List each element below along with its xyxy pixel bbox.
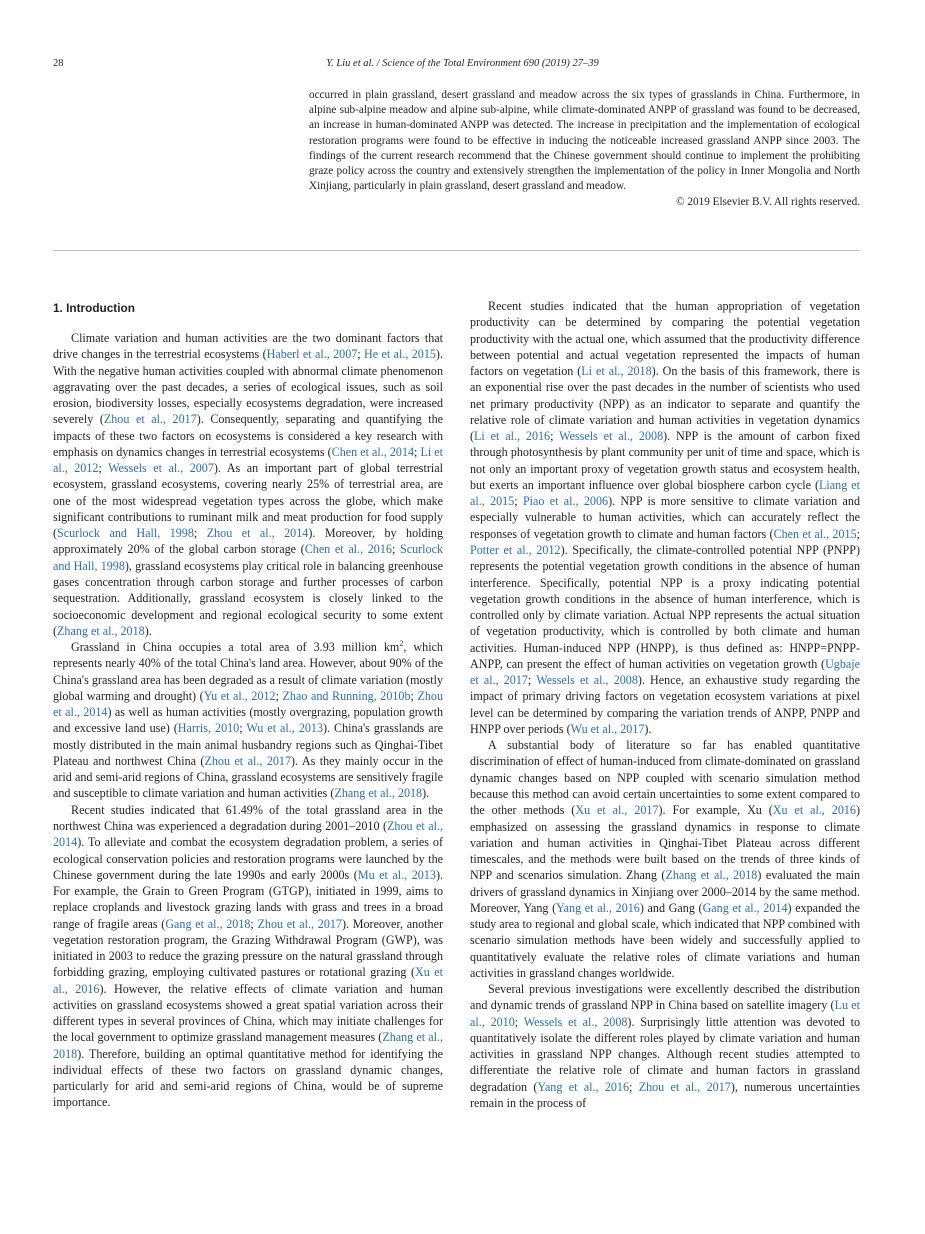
text-run: ). NPP is the amount of carbon fixed through photosynthesis by plant community per unit of time and space, which is not only an important proxy of vegetation growth status and ecosystem health, but exerts an important influence over global biosphere carbon cycle ( bbox=[470, 429, 860, 492]
text-run: ). Hence, an exhaustive study regarding the impact of primary driving factors on vegetation ecosystem variations at pixel level can be determined by comparing the variation trends of ANPP, PNPP and HNPP over periods ( bbox=[470, 673, 860, 736]
citation-link[interactable]: Li et al., 2018 bbox=[581, 364, 652, 379]
citation-link[interactable]: Zhang et al., 2018 bbox=[665, 868, 758, 883]
text-run: ; bbox=[239, 721, 247, 736]
text-run: ; bbox=[193, 526, 207, 541]
text-run: ; bbox=[98, 461, 109, 476]
text-run: ). China's grasslands are mostly distributed in the main animal husbandry regions such as Qinghai-Tibet Plateau and northwest China ( bbox=[53, 721, 443, 768]
citation-link[interactable]: Harris, 2010 bbox=[177, 721, 240, 736]
citation-link[interactable]: Li et al., 2012 bbox=[53, 444, 443, 476]
citation-link[interactable]: Wu et al., 2017 bbox=[570, 721, 645, 736]
text-run: ). However, the relative effects of climate variation and human activities on grassland ecosystems showed a great spatial variation across their different types in several provinces of China, which may initiate challenges for the local government to optimize grassland management measures ( bbox=[53, 981, 443, 1045]
citation-link[interactable]: Scurlock and Hall, 1998 bbox=[57, 526, 194, 541]
text-run: ). Consequently, separating and quantifying the impacts of these two factors on ecosystems is considered a key research with emphasis on dynamics changes in terrestrial ecosystems ( bbox=[53, 412, 443, 459]
citation-link[interactable]: Li et al., 2016 bbox=[474, 429, 551, 444]
citation-link[interactable]: Potter et al., 2012 bbox=[470, 542, 561, 557]
abstract-continuation bbox=[309, 88, 860, 211]
text-run: ), grassland ecosystems play critical role in balancing greenhouse gases concentration through carbon storage and further processes of carbon sequestration. Additionally, grassland ecosystem is closely linked to the socioeconomic development and regional ecological security to some extent ( bbox=[53, 558, 444, 638]
section-heading: 1. Introduction bbox=[53, 301, 135, 315]
running-head: Y. Liu et al. / Science of the Total Environment 690 (2019) 27–39 bbox=[326, 58, 599, 69]
text-run: ). Surprisingly little attention was devoted to quantitatively isolate the different roles played by climate variation and human activities in grassland NPP changes. Although recent studies attempted to differentiate the relative role of climate and human factors in grassland degradation ( bbox=[470, 1014, 860, 1094]
text-run: , which represents nearly 40% of the total China's land area. However, about 90% of the China's grassland area has been degraded as a result of climate variation (mostly global warming and drought) ( bbox=[53, 640, 443, 703]
citation-link[interactable]: Wessels et al., 2007 bbox=[108, 461, 214, 476]
citation-link[interactable]: Lu et al., 2010 bbox=[470, 998, 860, 1029]
copyright-notice: © 2019 Elsevier B.V. All rights reserved. bbox=[676, 196, 860, 209]
text-run: Climate variation and human activities are the two dominant factors that drive changes in the terrestrial ecosystems ( bbox=[53, 331, 443, 362]
text-run: ) emphasized on assessing the grassland dynamics in response to climate variation and human activities in Qinghai-Tibet Plateau across different timescales, and the methods were built based on the trends of three kinds of NPP and scenarios simulation. Zhang ( bbox=[470, 803, 861, 883]
text-run: ) evaluated the main drivers of grassland dynamics in Xinjiang over 2000–2014 by the same method. Moreover, Yang ( bbox=[470, 868, 861, 915]
text-run: ). As an important part of global terrestrial ecosystem, grassland ecosystems, covering nearly 25% of terrestrial area, are one of the most widespread vegetation types across the globe, which make significant contributions to ruminant milk and meat production for food supply ( bbox=[53, 461, 443, 541]
text-run: ). Moreover, another vegetation restoration program, the Grazing Withdrawal Program (GWP), was initiated in 2003 to reduce the grazing pressure on the natural grassland through forbidding grazing, employing cultivated pastures or rotational grazing ( bbox=[53, 916, 443, 980]
citation-link[interactable]: Wessels et al., 2008 bbox=[559, 429, 664, 444]
citation-link[interactable]: Gang et al., 2014 bbox=[702, 900, 788, 915]
citation-link[interactable]: Zhang et al., 2018 bbox=[334, 786, 423, 801]
text-run: ). Moreover, by holding approximately 20% of the global carbon storage ( bbox=[53, 526, 443, 557]
text-run: ) and Gang ( bbox=[639, 900, 703, 915]
text-run: Recent studies indicated that 61.49% of the total grassland area in the northwest China was experienced a degradation during 2001–2010 ( bbox=[53, 802, 443, 833]
text-run: Grassland in China occupies a total area of 3.93 million km bbox=[71, 640, 400, 655]
paragraph bbox=[53, 639, 443, 802]
right-column bbox=[470, 298, 860, 1111]
text-run: ). Therefore, building an optimal quantitative method for identifying the individual effects of these two factors on grassland dynamic changes, particularly for arid and semi-arid regions of China, would be of supreme importance. bbox=[53, 1046, 443, 1110]
text-run: ). For example, Xu ( bbox=[658, 803, 773, 818]
paragraph bbox=[470, 298, 860, 737]
text-run: ; bbox=[550, 429, 560, 444]
citation-link[interactable]: Gang et al., 2018 bbox=[165, 916, 251, 931]
citation-link[interactable]: Zhou et al., 2014 bbox=[53, 818, 443, 850]
text-run: ). On the basis of this framework, there is an exponential rise over the past decades in the number of scientists who used net primary productivity (NPP) as an indicator to separate and quantify the relative role of climate variation and human activities in vegetation dynamics ( bbox=[470, 364, 861, 444]
citation-link[interactable]: Zhou et al., 2017 bbox=[638, 1079, 731, 1094]
citation-link[interactable]: Wessels et al., 2008 bbox=[523, 1014, 628, 1029]
text-run: ; bbox=[856, 526, 860, 541]
citation-link[interactable]: Zhao and Running, 2010b bbox=[282, 688, 411, 703]
citation-link[interactable]: Zhou et al., 2014 bbox=[53, 688, 444, 720]
text-run: ; bbox=[629, 1079, 639, 1094]
text-run: ). bbox=[144, 623, 152, 638]
citation-link[interactable]: Wessels et al., 2008 bbox=[536, 673, 638, 688]
citation-link[interactable]: Zhou et al., 2014 bbox=[206, 526, 309, 541]
text-run: ). With the negative human activities coupled with abnormal climate phenomenon aggravating over the past decades, a series of ecological issues, such as soil erosion, biodiversity losses, especially ecosystems degradation, were increased severely ( bbox=[53, 347, 443, 427]
citation-link[interactable]: Yang et al., 2016 bbox=[537, 1079, 630, 1094]
text-run: ). As they mainly occur in the arid and semi-arid regions of China, grassland ecosystems are sensitively fragile and susceptible to climate variation and human activities ( bbox=[53, 753, 443, 801]
citation-link[interactable]: Yang et al., 2016 bbox=[556, 900, 640, 915]
header-divider bbox=[53, 250, 860, 251]
text-run: ) as well as human activities (mostly overgrazing, population growth and excessive land use) ( bbox=[53, 705, 443, 736]
text-run: ). NPP is more sensitive to climate variation and especially vulnerable to human activities, which can accurately reflect the responses of vegetation growth to climate and human factors ( bbox=[470, 494, 861, 541]
citation-link[interactable]: Chen et al., 2015 bbox=[773, 526, 857, 541]
citation-link[interactable]: Xu et al., 2016 bbox=[772, 803, 856, 818]
text-run: ). For example, the Grain to Green Program (GTGP), initiated in 1999, aims to replace croplands and livestock grazing lands with grass and trees in a broad range of fragile areas ( bbox=[53, 867, 443, 931]
text-run: ). Specifically, the climate-controlled potential NPP (PNPP) represents the potential vegetation growth conditions in the absence of human interference. Specifically, potential NPP is a proxy indicating potential vegetation growth conditions in the absence of human interference, which is controlled only by climate variation. Actual NPP represents the actual situation of vegetation productivity, which is controlled by both climate and human activities. Human-induced NPP (HNPP), is thus defined as: HNPP=PNPP-ANPP, can present the effect of human activities on vegetation growth ( bbox=[470, 542, 860, 671]
text-run: ), numerous uncertainties remain in the process of bbox=[470, 1079, 860, 1111]
abstract-text: occurred in plain grassland, desert grassland and meadow across the six types of grasslands in China. Furthermore, in alpine sub-alpine meadow and alpine sub-alpine, while climate-dominated ANPP of grassland was found to be decreased, an increase in human-dominated ANPP was detected. The increase in precipitation and the implementation of ecological restoration programs were found to be effective in inducing the noticeable increased grassland ANPP since 2003. The findings of the current research recommend that the Chinese government should continue to implement the prohibiting graze policy across the country and extensively strengthen the implementation of the policy in Inner Mongolia and North Xinjiang, particularly in plain grassland, desert grassland and meadow. bbox=[309, 89, 860, 193]
citation-link[interactable]: Chen et al., 2016 bbox=[304, 542, 392, 557]
citation-link[interactable]: Zhou et al., 2017 bbox=[103, 412, 197, 427]
citation-link[interactable]: Zhang et al., 2018 bbox=[57, 623, 145, 638]
text-run: ; bbox=[250, 916, 258, 931]
citation-link[interactable]: Zhou et al., 2017 bbox=[204, 753, 292, 768]
citation-link[interactable]: Ugbaje et al., 2017 bbox=[470, 656, 860, 688]
paragraph bbox=[53, 802, 443, 1111]
citation-link[interactable]: Wu et al., 2013 bbox=[246, 721, 324, 736]
citation-link[interactable]: Chen et al., 2014 bbox=[331, 444, 415, 459]
citation-link[interactable]: He et al., 2015 bbox=[364, 347, 436, 362]
citation-link[interactable]: Liang et al., 2015 bbox=[470, 477, 860, 509]
text-run: ). bbox=[422, 786, 430, 801]
citation-link[interactable]: Haberl et al., 2007 bbox=[266, 347, 358, 362]
text-run: ) expanded the study area to regional and global scale, which indicated that NPP combined with scenario simulation methods have been widely and successfully applied to quantitatively evaluate the relative roles of climate variations and human activities in grassland changes worldwide. bbox=[470, 900, 860, 980]
citation-link[interactable]: Piao et al., 2006 bbox=[522, 494, 609, 509]
text-run: Several previous investigations were excellently described the distribution and dynamic trends of grassland NPP in China based on satellite imagery ( bbox=[470, 982, 860, 1013]
text-run: A substantial body of literature so far has enabled quantitative discrimination of effect of human-induced from climate-dominated on grassland dynamic changes based on NPP coupled with scenario simulation method because this method can avoid certain uncertainties to some extent compared to the other methods ( bbox=[470, 738, 860, 818]
text-run: ). To alleviate and combat the ecosystem degradation problem, a series of ecological conservation policies and restoration programs were launched by the Chinese government during the late 1990s and early 2000s ( bbox=[53, 835, 443, 882]
text-run: ; bbox=[514, 1014, 524, 1029]
citation-link[interactable]: Zhang et al., 2018 bbox=[53, 1030, 443, 1061]
citation-link[interactable]: Yu et al., 2012 bbox=[203, 688, 276, 703]
left-column bbox=[53, 298, 443, 1111]
text-run: ). bbox=[644, 721, 652, 736]
citation-link[interactable]: Mu et al., 2013 bbox=[357, 867, 436, 882]
citation-link[interactable]: Xu et al., 2016 bbox=[53, 965, 443, 996]
text-run: ; bbox=[391, 542, 400, 557]
text-run: ; bbox=[410, 688, 418, 703]
text-run: ; bbox=[275, 688, 283, 703]
text-run: Recent studies indicated that the human appropriation of vegetation productivity can be determined by comparing the potential vegetation productivity with the actual one, which assumed that the productivity difference between potential and actual vegetation represented the impacts of human factors on vegetation ( bbox=[470, 299, 860, 379]
text-run: ; bbox=[414, 444, 421, 459]
paragraph bbox=[53, 330, 443, 639]
paragraph bbox=[470, 737, 860, 981]
citation-link[interactable]: Scurlock and Hall, 1998 bbox=[53, 542, 443, 573]
text-run: ; bbox=[357, 347, 365, 362]
text-run: ; bbox=[514, 494, 523, 509]
text-run: ; bbox=[527, 673, 537, 688]
superscript: 2 bbox=[399, 639, 404, 649]
page-number: 28 bbox=[53, 58, 64, 69]
citation-link[interactable]: Xu et al., 2017 bbox=[575, 803, 659, 818]
paragraph bbox=[470, 981, 860, 1111]
citation-link[interactable]: Zhou et al., 2017 bbox=[257, 916, 342, 931]
